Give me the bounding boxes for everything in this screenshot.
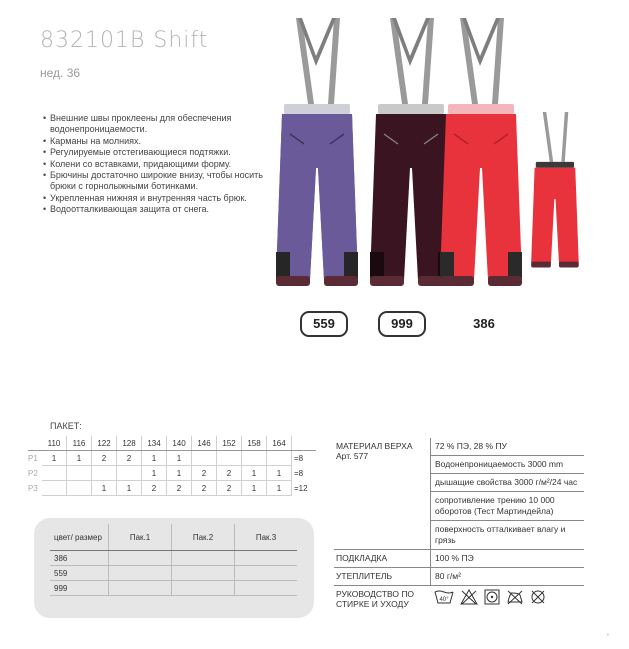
cell[interactable] [109, 581, 172, 596]
feature-item: • Водоотталкивающая защита от снега. [44, 204, 274, 215]
cell: 1 [167, 466, 192, 481]
packet-size-table [28, 436, 316, 496]
cell: 1 [42, 451, 67, 466]
care-icons [430, 586, 584, 608]
material-value: сопротивление трению 10 000 оборотов (Тест Мартиндейла) [431, 492, 584, 521]
cell: 1 [267, 481, 292, 496]
table-row [28, 481, 316, 496]
care-label: РУКОВОДСТВО ПО СТИРКЕ И УХОДУ [336, 589, 415, 609]
material-value: Водонепроницаемость 3000 mm [431, 456, 584, 474]
size-header: 152 [217, 436, 242, 451]
row-total: =12 [294, 483, 308, 493]
size-header: 146 [192, 436, 217, 451]
cell[interactable] [109, 551, 172, 566]
color-packet-table [50, 524, 297, 596]
material-value: дышащие свойства 3000 г/м²/24 час [431, 474, 584, 492]
cell: 1 [142, 451, 167, 466]
size-header: 158 [242, 436, 267, 451]
cell [217, 451, 242, 466]
size-header: 116 [67, 436, 92, 451]
cell: 2 [117, 451, 142, 466]
article-label: Арт. 577 [336, 451, 369, 461]
cell: 2 [167, 481, 192, 496]
table-row [28, 466, 316, 481]
cell[interactable] [235, 566, 298, 581]
feature-item: • Регулируемые отстегивающиеся подтяжки. [44, 147, 274, 158]
size-header: 134 [142, 436, 167, 451]
feature-item: • Брючины достаточно широкие внизу, чтобы носить брюки с горнолыжными ботинками. [44, 170, 274, 193]
no-bleach-icon [460, 589, 478, 605]
table-row [28, 451, 316, 466]
pants-559 [276, 18, 358, 286]
color-code-999: 999 [378, 311, 426, 337]
cell: 2 [192, 466, 217, 481]
cell[interactable] [172, 581, 235, 596]
feature-item: • Карманы на молниях. [44, 136, 274, 147]
header-color-size: цвет/ размер [50, 524, 109, 551]
row-total: =8 [294, 468, 304, 478]
row-label: P3 [28, 483, 38, 493]
cell [92, 466, 117, 481]
pants-386-small [531, 112, 579, 267]
tumble-dry-icon [484, 589, 500, 605]
color-code-386: 386 [473, 316, 495, 331]
color-code-cell: 386 [50, 551, 109, 566]
table-row [50, 581, 297, 596]
product-illustrations [268, 18, 588, 300]
cell [67, 481, 92, 496]
color-code-cell: 559 [50, 566, 109, 581]
row-total: =8 [294, 453, 304, 463]
table-row [50, 566, 297, 581]
lining-value: 100 % ПЭ [435, 553, 474, 563]
table-row [50, 551, 297, 566]
pants-999 [370, 18, 452, 286]
header-pack3: Пак.3 [235, 524, 298, 551]
size-header: 122 [92, 436, 117, 451]
cell[interactable] [109, 566, 172, 581]
cell [42, 466, 67, 481]
insulation-label: УТЕПЛИТЕЛЬ [336, 571, 393, 581]
no-dry-clean-icon [530, 589, 546, 605]
table-header-row [28, 436, 316, 451]
size-header: 110 [42, 436, 67, 451]
cell [242, 451, 267, 466]
cell: 1 [142, 466, 167, 481]
cell: 2 [217, 466, 242, 481]
no-iron-icon [506, 589, 524, 605]
feature-item: • Колени со вставками, придающими форму. [44, 159, 274, 170]
cell [267, 451, 292, 466]
spec-material [334, 438, 584, 550]
cell: 2 [217, 481, 242, 496]
feature-item: • Внешние швы проклеены для обеспечения водонепроницаемости. [44, 113, 274, 136]
spec-insulation [334, 568, 584, 586]
cell[interactable] [235, 581, 298, 596]
size-header: 128 [117, 436, 142, 451]
cell: 2 [192, 481, 217, 496]
feature-list [34, 113, 274, 216]
cell: 1 [67, 451, 92, 466]
cell: 1 [242, 481, 267, 496]
week-label: нед. 36 [40, 66, 81, 80]
cell [117, 466, 142, 481]
cell [67, 466, 92, 481]
material-value: поверхность отталкивает влагу и грязь [435, 524, 566, 545]
header-pack1: Пак.1 [109, 524, 172, 551]
cell: 1 [167, 451, 192, 466]
wash-40-icon [434, 589, 454, 605]
material-label: МАТЕРИАЛ ВЕРХА [336, 441, 413, 451]
cell: 2 [92, 451, 117, 466]
page-marker: • [606, 633, 609, 639]
table-header-row [50, 524, 297, 551]
cell[interactable] [172, 551, 235, 566]
size-header: 140 [167, 436, 192, 451]
spec-care [334, 586, 584, 612]
cell [192, 451, 217, 466]
cell[interactable] [172, 566, 235, 581]
material-value: 72 % ПЭ, 28 % ПУ [431, 438, 584, 456]
lining-label: ПОДКЛАДКА [336, 553, 388, 563]
cell: 1 [267, 466, 292, 481]
color-code-559: 559 [300, 311, 348, 337]
insulation-value: 80 г/м² [435, 571, 461, 581]
packet-label: ПАКЕТ: [50, 421, 82, 431]
cell [42, 481, 67, 496]
cell: 1 [92, 481, 117, 496]
spec-table [334, 438, 584, 612]
pants-386 [440, 18, 522, 286]
size-header: 164 [267, 436, 292, 451]
cell: 1 [117, 481, 142, 496]
product-title: 832101B Shift [40, 28, 209, 53]
cell[interactable] [235, 551, 298, 566]
cell: 1 [242, 466, 267, 481]
row-label: P1 [28, 453, 38, 463]
cell: 2 [142, 481, 167, 496]
feature-item: • Укрепленная нижняя и внутренняя часть брюк. [44, 193, 274, 204]
row-label: P2 [28, 468, 38, 478]
color-code-cell: 999 [50, 581, 109, 596]
wash-temp-label: 40° [439, 597, 449, 603]
spec-lining [334, 550, 584, 568]
header-pack2: Пак.2 [172, 524, 235, 551]
